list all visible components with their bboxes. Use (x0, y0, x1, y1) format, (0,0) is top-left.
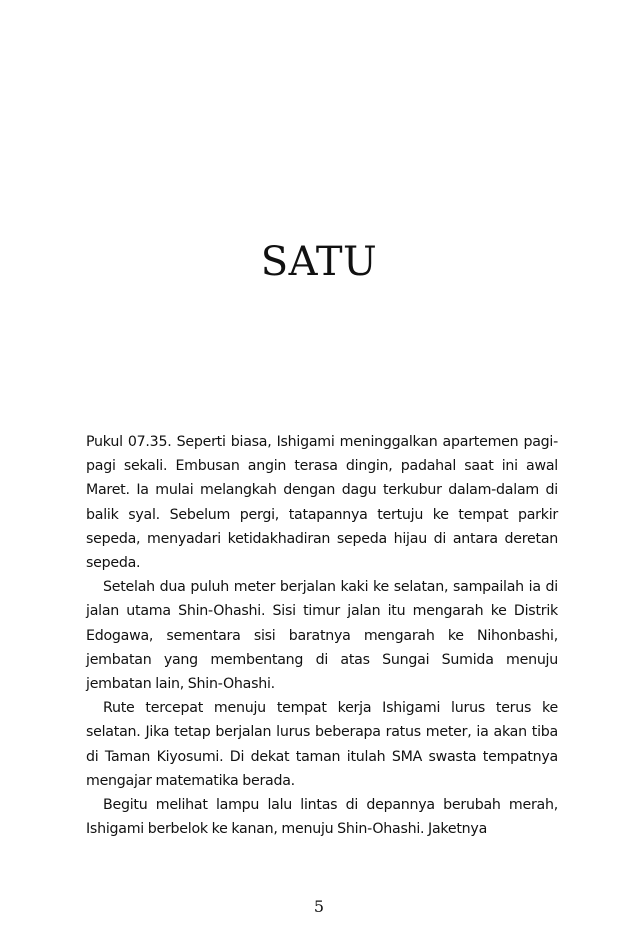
page-number: 5 (313, 897, 325, 916)
paragraph: Setelah dua puluh meter berjalan kaki ke selatan, sampailah ia di jalan utama Shin-Ohashi. Sisi timur jalan itu mengarah ke Distrik Edogawa, sementara sisi baratnya mengarah ke Nihonbashi, jembatan yang membentang di atas Sungai Sumida menuju jembatan lain, Shin-Ohashi. (86, 579, 558, 693)
chapter-title: SATU (260, 239, 378, 285)
body-text (86, 430, 558, 841)
paragraph: Begitu melihat lampu lalu lintas di depannya berubah merah, Ishigami berbelok ke kanan, menuju Shin-Ohashi. Jaketnya (86, 797, 558, 838)
paragraph: Pukul 07.35. Seperti biasa, Ishigami meninggalkan apartemen pagi-pagi sekali. Embusan angin terasa dingin, padahal saat ini awal Maret. Ia mulai melangkah dengan dagu terkubur dalam-dalam di balik syal. Sebelum pergi, tatapannya tertuju ke tempat parkir sepeda, menyadari ketidakhadiran sepeda hijau di antara deretan sepeda. (86, 434, 558, 572)
paragraph: Rute tercepat menuju tempat kerja Ishigami lurus terus ke selatan. Jika tetap berjalan lurus beberapa ratus meter, ia akan tiba di Taman Kiyosumi. Di dekat taman itulah SMA swasta tempatnya mengajar matematika berada. (86, 700, 558, 789)
